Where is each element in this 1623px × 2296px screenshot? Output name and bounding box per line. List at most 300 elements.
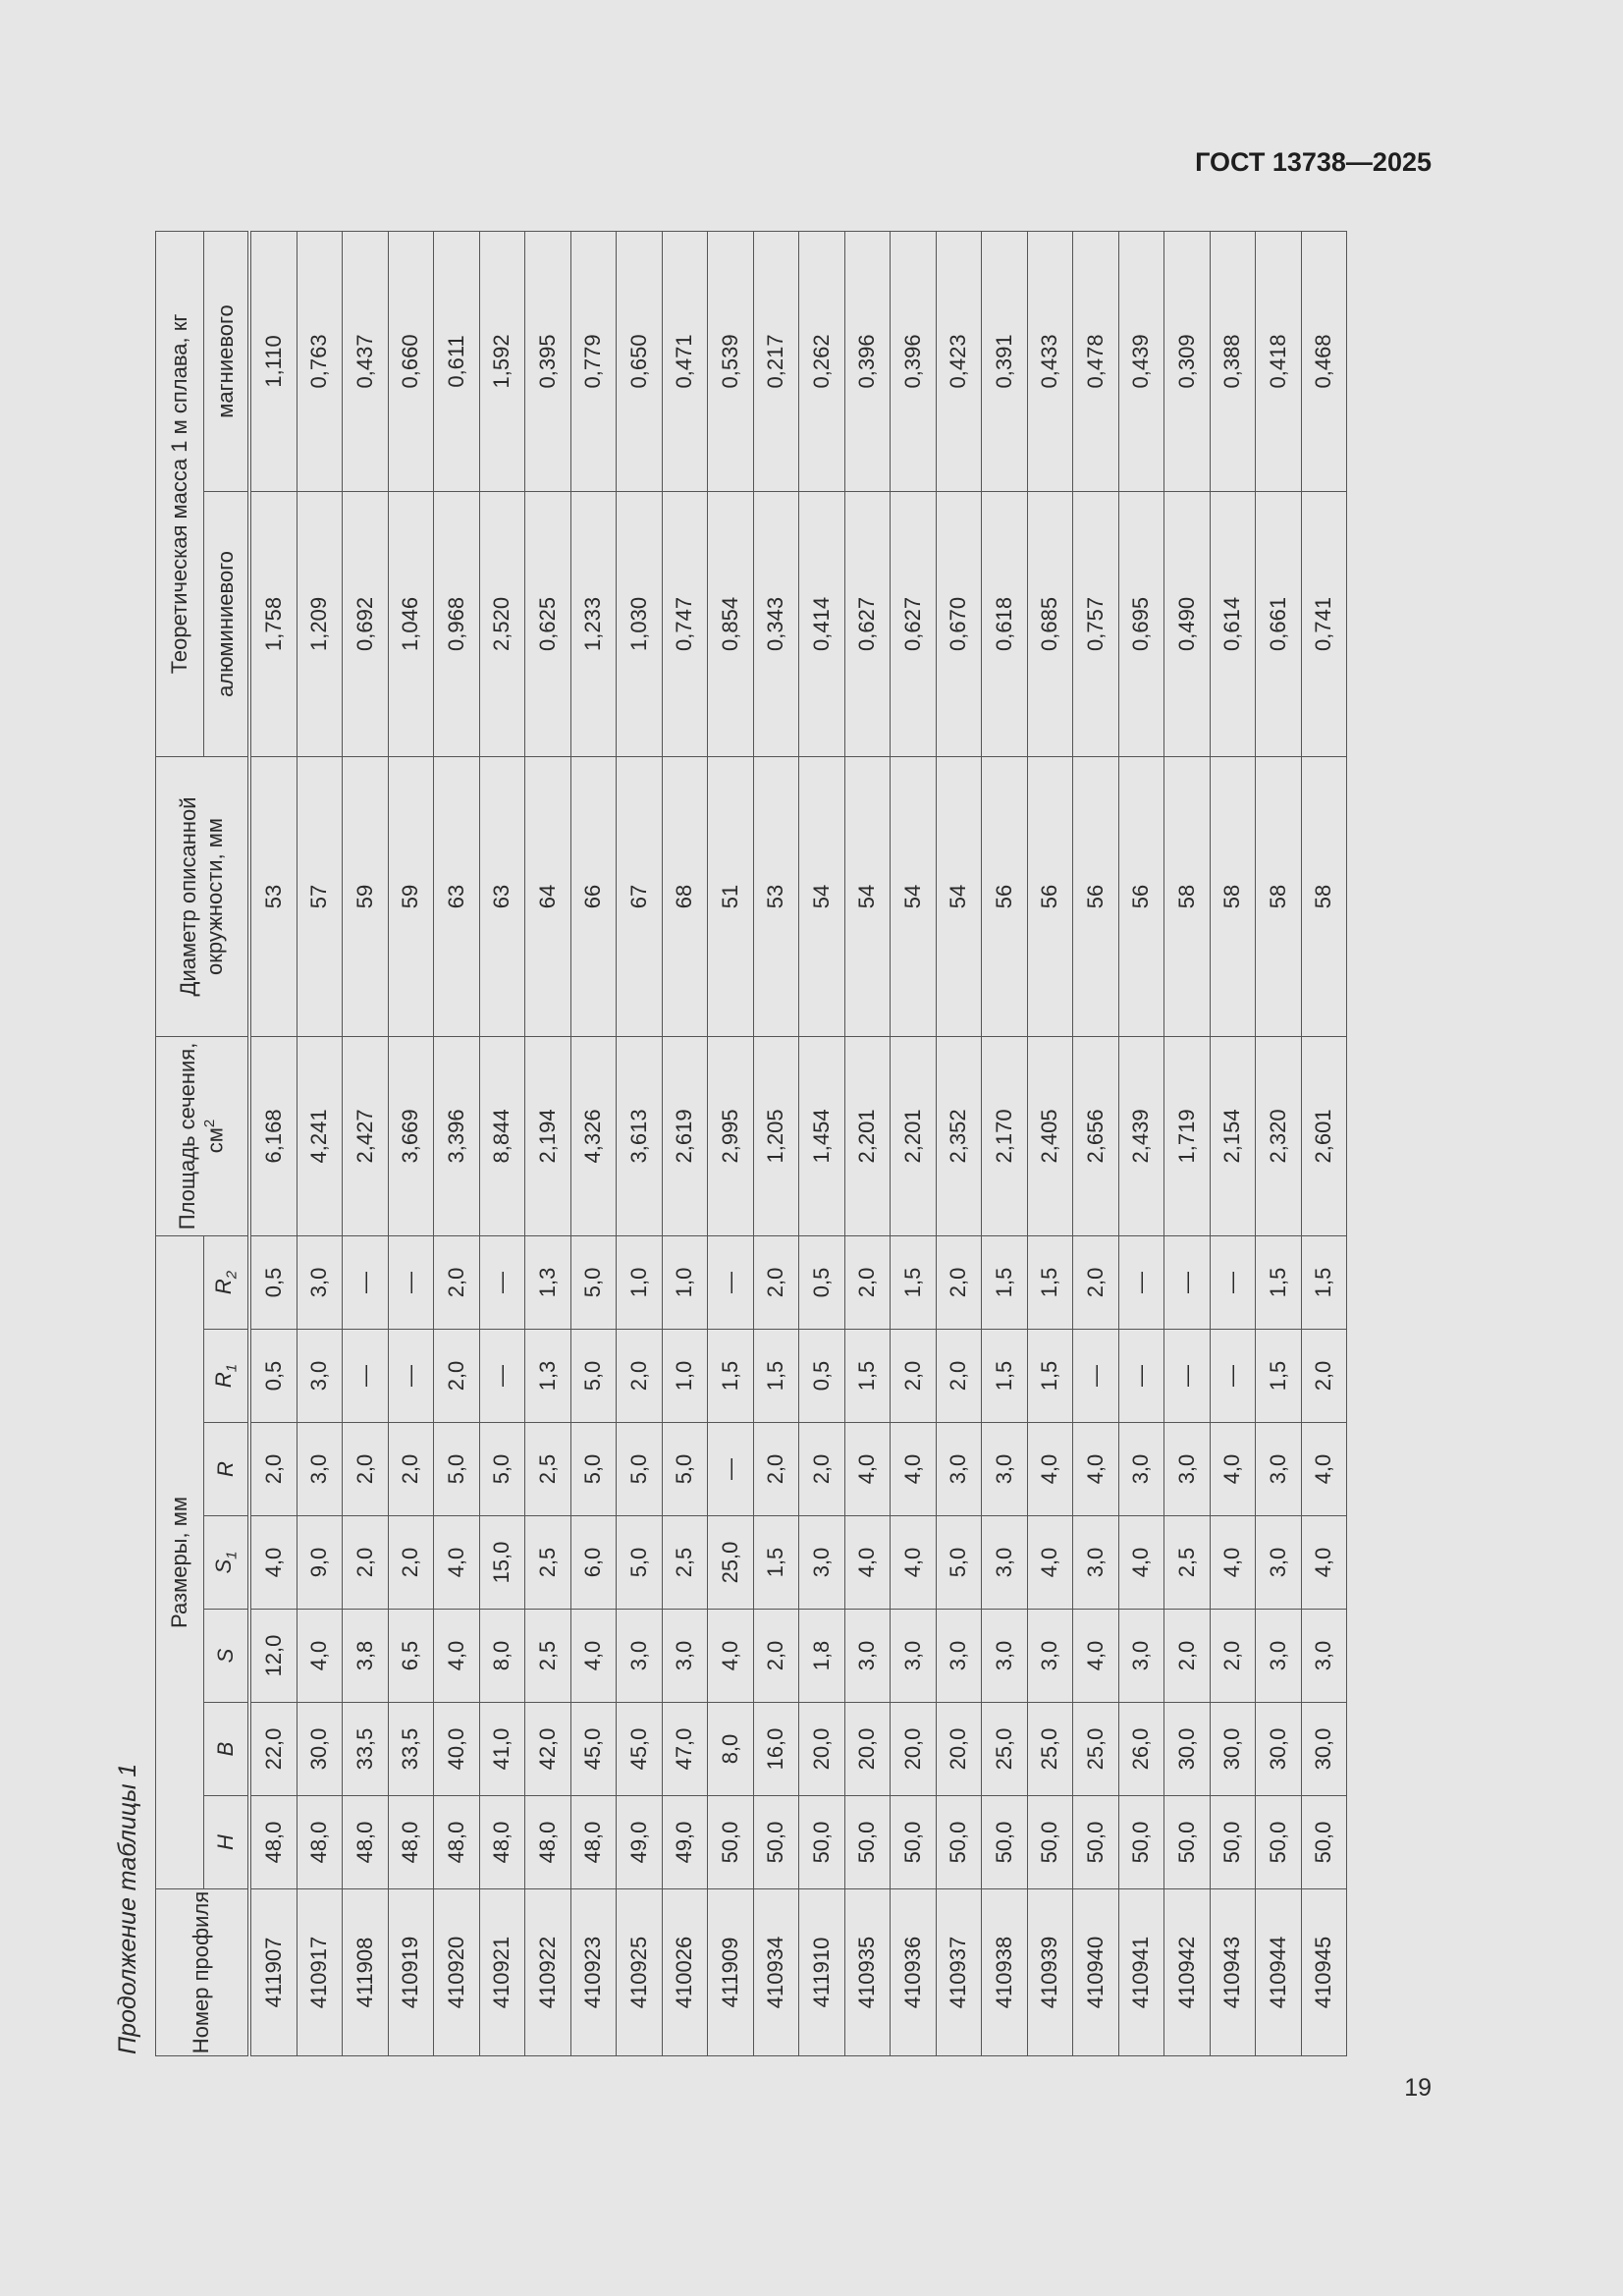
table-cell: 54: [891, 756, 937, 1036]
table-cell: —: [708, 1235, 754, 1329]
table-cell: 4,0: [1027, 1516, 1073, 1610]
table-cell: 1,8: [799, 1610, 845, 1703]
table-cell: 40,0: [434, 1703, 480, 1796]
table-cell: 0,391: [982, 231, 1028, 491]
table-cell: —: [388, 1330, 434, 1423]
table-cell: 8,0: [479, 1610, 525, 1703]
table-row: [570, 231, 617, 2055]
table-cell: 0,627: [844, 491, 891, 756]
table-cell: 59: [343, 756, 389, 1036]
table-cell: 49,0: [662, 1796, 708, 1889]
table-cell: 1,758: [249, 491, 297, 756]
table-cell: 45,0: [617, 1703, 663, 1796]
table-cell: 50,0: [1164, 1796, 1211, 1889]
table-cell: 0,625: [525, 491, 571, 756]
table-cell: 6,0: [570, 1516, 617, 1610]
table-cell: 410941: [1118, 1889, 1164, 2056]
table-cell: 1,719: [1164, 1036, 1211, 1235]
table-cell: 3,0: [662, 1610, 708, 1703]
table-cell: 42,0: [525, 1703, 571, 1796]
table-cell: 0,439: [1118, 231, 1164, 491]
table-row: [1027, 231, 1073, 2055]
table-cell: 0,854: [708, 491, 754, 756]
table-cell: 3,0: [1256, 1516, 1302, 1610]
table-cell: —: [479, 1235, 525, 1329]
table-cell: 50,0: [1118, 1796, 1164, 1889]
table-cell: 59: [388, 756, 434, 1036]
header-R1: $R_1$: [204, 1330, 250, 1423]
table-cell: 54: [936, 756, 982, 1036]
table-row: [982, 231, 1028, 2055]
table-cell: 0,5: [799, 1330, 845, 1423]
standard-code: ГОСТ 13738—2025: [1195, 147, 1432, 177]
table-row: [343, 231, 389, 2055]
table-cell: 0,539: [708, 231, 754, 491]
table-cell: 2,0: [388, 1423, 434, 1516]
table-cell: 2,154: [1210, 1036, 1256, 1235]
table-cell: 0,695: [1118, 491, 1164, 756]
table-cell: 3,0: [297, 1423, 343, 1516]
table-cell: 3,0: [1301, 1610, 1347, 1703]
table-cell: —: [1118, 1235, 1164, 1329]
table-cell: 1,046: [388, 491, 434, 756]
table-cell: 30,0: [1164, 1703, 1211, 1796]
table-cell: 4,0: [1027, 1423, 1073, 1516]
table-cell: 5,0: [570, 1423, 617, 1516]
table-row: [1210, 231, 1256, 2055]
table-cell: —: [479, 1330, 525, 1423]
table-cell: 411907: [249, 1889, 297, 2056]
table-row: [891, 231, 937, 2055]
table-cell: 20,0: [799, 1703, 845, 1796]
table-cell: 1,454: [799, 1036, 845, 1235]
table-cell: 2,0: [799, 1423, 845, 1516]
table-cell: 410026: [662, 1889, 708, 2056]
table-cell: 2,201: [891, 1036, 937, 1235]
table-cell: —: [388, 1235, 434, 1329]
header-aluminum: алюминиевого: [204, 491, 250, 756]
table-cell: 3,0: [617, 1610, 663, 1703]
table-cell: 20,0: [891, 1703, 937, 1796]
table-cell: 2,0: [753, 1235, 799, 1329]
table-row: [1256, 231, 1302, 2055]
table-cell: 411908: [343, 1889, 389, 2056]
table-cell: 0,414: [799, 491, 845, 756]
table-cell: 2,520: [479, 491, 525, 756]
table-cell: 0,437: [343, 231, 389, 491]
table-cell: 410920: [434, 1889, 480, 2056]
table-cell: 2,5: [525, 1423, 571, 1516]
table-cell: 410923: [570, 1889, 617, 2056]
table-cell: 0,611: [434, 231, 480, 491]
table-cell: 1,5: [891, 1235, 937, 1329]
table-cell: 30,0: [297, 1703, 343, 1796]
table-cell: 2,427: [343, 1036, 389, 1235]
table-cell: 25,0: [982, 1703, 1028, 1796]
table-cell: 410936: [891, 1889, 937, 2056]
table-cell: 410944: [1256, 1889, 1302, 2056]
header-S1: $S_1$: [204, 1516, 250, 1610]
table-cell: 410939: [1027, 1889, 1073, 2056]
table-cell: 0,968: [434, 491, 480, 756]
table-cell: 50,0: [799, 1796, 845, 1889]
table-cell: 50,0: [1027, 1796, 1073, 1889]
table-cell: 2,320: [1256, 1036, 1302, 1235]
table-cell: —: [1164, 1235, 1211, 1329]
table-row: [1118, 231, 1164, 2055]
table-cell: —: [708, 1423, 754, 1516]
table-cell: 0,660: [388, 231, 434, 491]
header-diameter: Диаметр описанной окружности, мм: [156, 756, 250, 1036]
table-cell: 410922: [525, 1889, 571, 2056]
header-R: R: [204, 1423, 250, 1516]
table-cell: 2,0: [753, 1610, 799, 1703]
table-cell: 3,0: [1073, 1516, 1119, 1610]
table-cell: 64: [525, 756, 571, 1036]
table-row: [249, 231, 297, 2055]
header-profile-number: Номер профиля: [156, 1889, 250, 2056]
table-cell: 51: [708, 756, 754, 1036]
table-cell: 12,0: [249, 1610, 297, 1703]
table-cell: 2,656: [1073, 1036, 1119, 1235]
table-cell: 48,0: [388, 1796, 434, 1889]
table-cell: 63: [434, 756, 480, 1036]
table-cell: 411909: [708, 1889, 754, 2056]
table-cell: 41,0: [479, 1703, 525, 1796]
table-cell: 2,601: [1301, 1036, 1347, 1235]
table-cell: 3,0: [936, 1423, 982, 1516]
table-cell: 2,5: [662, 1516, 708, 1610]
table-cell: 0,217: [753, 231, 799, 491]
table-cell: 3,0: [891, 1610, 937, 1703]
table-cell: 0,423: [936, 231, 982, 491]
table-cell: 2,170: [982, 1036, 1028, 1235]
table-cell: 1,209: [297, 491, 343, 756]
table-cell: 56: [1027, 756, 1073, 1036]
table-cell: 25,0: [1073, 1703, 1119, 1796]
table-cell: 3,0: [297, 1235, 343, 1329]
table-cell: 2,0: [1164, 1610, 1211, 1703]
table-cell: —: [1118, 1330, 1164, 1423]
table-cell: 25,0: [708, 1516, 754, 1610]
table-cell: 53: [753, 756, 799, 1036]
table-cell: 45,0: [570, 1703, 617, 1796]
table-body: [249, 231, 1347, 2055]
table-cell: 1,5: [844, 1330, 891, 1423]
table-cell: 5,0: [662, 1423, 708, 1516]
table-cell: 1,592: [479, 231, 525, 491]
table-cell: 68: [662, 756, 708, 1036]
table-cell: 1,5: [1301, 1235, 1347, 1329]
table-cell: 0,779: [570, 231, 617, 491]
table-cell: 2,0: [891, 1330, 937, 1423]
table-cell: 2,194: [525, 1036, 571, 1235]
table-cell: 410935: [844, 1889, 891, 2056]
header-S: S: [204, 1610, 250, 1703]
table-cell: 1,110: [249, 231, 297, 491]
table-cell: 2,405: [1027, 1036, 1073, 1235]
profiles-table: [155, 231, 1347, 2056]
table-row: [662, 231, 708, 2055]
table-cell: 1,5: [1027, 1330, 1073, 1423]
table-cell: 1,5: [1256, 1235, 1302, 1329]
header-area: Площадь сечения, $см^2$: [156, 1036, 250, 1235]
table-cell: 3,396: [434, 1036, 480, 1235]
table-cell: 5,0: [617, 1516, 663, 1610]
table-cell: 56: [1118, 756, 1164, 1036]
table-cell: 410934: [753, 1889, 799, 2056]
rotated-table-wrapper: [155, 232, 1422, 2056]
table-cell: 411910: [799, 1889, 845, 2056]
table-cell: 0,5: [249, 1330, 297, 1423]
table-row: [434, 231, 480, 2055]
table-cell: 47,0: [662, 1703, 708, 1796]
table-cell: 50,0: [891, 1796, 937, 1889]
table-cell: 3,0: [799, 1516, 845, 1610]
table-cell: 4,0: [434, 1516, 480, 1610]
table-cell: 58: [1301, 756, 1347, 1036]
table-cell: 0,650: [617, 231, 663, 491]
table-cell: 53: [249, 756, 297, 1036]
table-cell: 2,439: [1118, 1036, 1164, 1235]
table-cell: 58: [1164, 756, 1211, 1036]
table-cell: 56: [1073, 756, 1119, 1036]
table-cell: 56: [982, 756, 1028, 1036]
table-cell: 2,0: [434, 1235, 480, 1329]
table-cell: 25,0: [1027, 1703, 1073, 1796]
table-cell: 0,661: [1256, 491, 1302, 756]
table-cell: 0,490: [1164, 491, 1211, 756]
table-cell: 0,763: [297, 231, 343, 491]
table-cell: 410945: [1301, 1889, 1347, 2056]
table-cell: 410917: [297, 1889, 343, 2056]
table-cell: 2,0: [343, 1516, 389, 1610]
table-cell: 0,670: [936, 491, 982, 756]
table-row: [753, 231, 799, 2055]
table-cell: 48,0: [249, 1796, 297, 1889]
table-cell: 2,5: [1164, 1516, 1211, 1610]
table-cell: 49,0: [617, 1796, 663, 1889]
table-cell: 63: [479, 756, 525, 1036]
table-cell: 410937: [936, 1889, 982, 2056]
table-cell: 3,0: [1027, 1610, 1073, 1703]
table-row: [617, 231, 663, 2055]
table-cell: 3,0: [982, 1516, 1028, 1610]
table-cell: 0,614: [1210, 491, 1256, 756]
table-cell: 4,0: [708, 1610, 754, 1703]
table-cell: 3,0: [936, 1610, 982, 1703]
table-cell: 1,5: [753, 1516, 799, 1610]
table-cell: 2,5: [525, 1610, 571, 1703]
table-cell: 2,5: [525, 1516, 571, 1610]
table-cell: 1,5: [1256, 1330, 1302, 1423]
table-cell: 1,0: [662, 1330, 708, 1423]
table-cell: 1,5: [982, 1235, 1028, 1329]
table-cell: 8,0: [708, 1703, 754, 1796]
table-cell: 410943: [1210, 1889, 1256, 2056]
table-cell: 3,613: [617, 1036, 663, 1235]
table-cell: 0,262: [799, 231, 845, 491]
table-cell: 4,326: [570, 1036, 617, 1235]
table-cell: 410925: [617, 1889, 663, 2056]
table-cell: 4,0: [844, 1516, 891, 1610]
table-cell: 1,0: [662, 1235, 708, 1329]
table-cell: 410942: [1164, 1889, 1211, 2056]
table-cell: 16,0: [753, 1703, 799, 1796]
table-cell: 1,5: [982, 1330, 1028, 1423]
table-cell: 30,0: [1210, 1703, 1256, 1796]
table-row: [479, 231, 525, 2055]
table-cell: 22,0: [249, 1703, 297, 1796]
table-cell: 26,0: [1118, 1703, 1164, 1796]
table-cell: 50,0: [1073, 1796, 1119, 1889]
table-cell: 2,0: [617, 1330, 663, 1423]
table-cell: 48,0: [479, 1796, 525, 1889]
table-cell: 0,309: [1164, 231, 1211, 491]
table-cell: 54: [844, 756, 891, 1036]
table-cell: 30,0: [1301, 1703, 1347, 1796]
table-cell: 58: [1256, 756, 1302, 1036]
table-cell: —: [1164, 1330, 1211, 1423]
table-cell: 3,0: [1256, 1610, 1302, 1703]
table-cell: 1,0: [617, 1235, 663, 1329]
table-cell: 0,471: [662, 231, 708, 491]
table-cell: 4,0: [570, 1610, 617, 1703]
table-cell: 4,0: [1073, 1610, 1119, 1703]
table-cell: 410940: [1073, 1889, 1119, 2056]
table-cell: 2,0: [1210, 1610, 1256, 1703]
table-cell: 50,0: [1210, 1796, 1256, 1889]
table-cell: 0,343: [753, 491, 799, 756]
table-cell: 3,0: [844, 1610, 891, 1703]
table-cell: 48,0: [525, 1796, 571, 1889]
table-cell: 15,0: [479, 1516, 525, 1610]
table-cell: 410921: [479, 1889, 525, 2056]
table-cell: —: [343, 1235, 389, 1329]
table-cell: 4,241: [297, 1036, 343, 1235]
table-cell: 5,0: [936, 1516, 982, 1610]
table-cell: 54: [799, 756, 845, 1036]
table-cell: 0,5: [799, 1235, 845, 1329]
table-cell: 4,0: [1301, 1423, 1347, 1516]
table-cell: 5,0: [434, 1423, 480, 1516]
table-cell: 6,5: [388, 1610, 434, 1703]
table-cell: 2,0: [753, 1423, 799, 1516]
table-cell: 1,5: [1027, 1235, 1073, 1329]
table-cell: 1,3: [525, 1235, 571, 1329]
table-cell: 4,0: [1118, 1516, 1164, 1610]
table-cell: 0,627: [891, 491, 937, 756]
table-cell: 50,0: [844, 1796, 891, 1889]
table-cell: 1,5: [708, 1330, 754, 1423]
table-cell: 48,0: [434, 1796, 480, 1889]
table-cell: 1,5: [753, 1330, 799, 1423]
table-cell: 0,395: [525, 231, 571, 491]
table-cell: 1,030: [617, 491, 663, 756]
table-row: [525, 231, 571, 2055]
table-cell: 2,0: [388, 1516, 434, 1610]
table-cell: 2,0: [343, 1423, 389, 1516]
table-cell: 0,396: [844, 231, 891, 491]
table-cell: 3,0: [982, 1423, 1028, 1516]
table-cell: 0,478: [1073, 231, 1119, 491]
table-cell: —: [1073, 1330, 1119, 1423]
table-cell: 4,0: [434, 1610, 480, 1703]
table-cell: 50,0: [708, 1796, 754, 1889]
table-cell: 4,0: [1210, 1516, 1256, 1610]
header-magnesium: магниевого: [204, 231, 250, 491]
table-cell: 4,0: [1073, 1423, 1119, 1516]
table-cell: 48,0: [343, 1796, 389, 1889]
table-cell: 33,5: [343, 1703, 389, 1796]
table-cell: 0,741: [1301, 491, 1347, 756]
table-cell: 4,0: [891, 1516, 937, 1610]
table-cell: 2,201: [844, 1036, 891, 1235]
table-cell: 2,352: [936, 1036, 982, 1235]
table-cell: 2,0: [1301, 1330, 1347, 1423]
table-cell: 48,0: [570, 1796, 617, 1889]
header-mass: Теоретическая масса 1 м сплава, кг: [156, 231, 204, 756]
table-cell: 1,205: [753, 1036, 799, 1235]
table-cell: 4,0: [297, 1610, 343, 1703]
table-cell: 4,0: [1301, 1516, 1347, 1610]
table-row: [799, 231, 845, 2055]
table-cell: 48,0: [297, 1796, 343, 1889]
table-cell: 0,757: [1073, 491, 1119, 756]
header-B: B: [204, 1703, 250, 1796]
table-cell: 0,692: [343, 491, 389, 756]
table-cell: 5,0: [570, 1235, 617, 1329]
table-cell: 3,8: [343, 1610, 389, 1703]
table-cell: 4,0: [844, 1423, 891, 1516]
table-cell: —: [343, 1330, 389, 1423]
table-cell: 0,418: [1256, 231, 1302, 491]
table-cell: 410919: [388, 1889, 434, 2056]
table-cell: 66: [570, 756, 617, 1036]
table-cell: 2,0: [249, 1423, 297, 1516]
table-row: [1073, 231, 1119, 2055]
table-cell: 0,618: [982, 491, 1028, 756]
table-cell: 2,0: [936, 1235, 982, 1329]
table-cell: 2,0: [844, 1235, 891, 1329]
table-row: [388, 231, 434, 2055]
table-cell: 3,669: [388, 1036, 434, 1235]
table-row: [297, 231, 343, 2055]
table-cell: 2,619: [662, 1036, 708, 1235]
header-H: H: [204, 1796, 250, 1889]
table-cell: 3,0: [1118, 1423, 1164, 1516]
table-cell: 0,433: [1027, 231, 1073, 491]
table-cell: 6,168: [249, 1036, 297, 1235]
header-R2: $R_2$: [204, 1235, 250, 1329]
table-cell: 50,0: [753, 1796, 799, 1889]
table-cell: 0,5: [249, 1235, 297, 1329]
table-cell: 0,396: [891, 231, 937, 491]
table-cell: 1,233: [570, 491, 617, 756]
table-cell: 2,995: [708, 1036, 754, 1235]
table-cell: 0,388: [1210, 231, 1256, 491]
table-cell: 50,0: [1301, 1796, 1347, 1889]
table-row: [708, 231, 754, 2055]
table-cell: 33,5: [388, 1703, 434, 1796]
table-cell: 20,0: [936, 1703, 982, 1796]
table-cell: 410938: [982, 1889, 1028, 2056]
table-cell: 4,0: [891, 1423, 937, 1516]
table-cell: 2,0: [434, 1330, 480, 1423]
table-cell: 5,0: [479, 1423, 525, 1516]
table-row: [1301, 231, 1347, 2055]
table-cell: 3,0: [297, 1330, 343, 1423]
